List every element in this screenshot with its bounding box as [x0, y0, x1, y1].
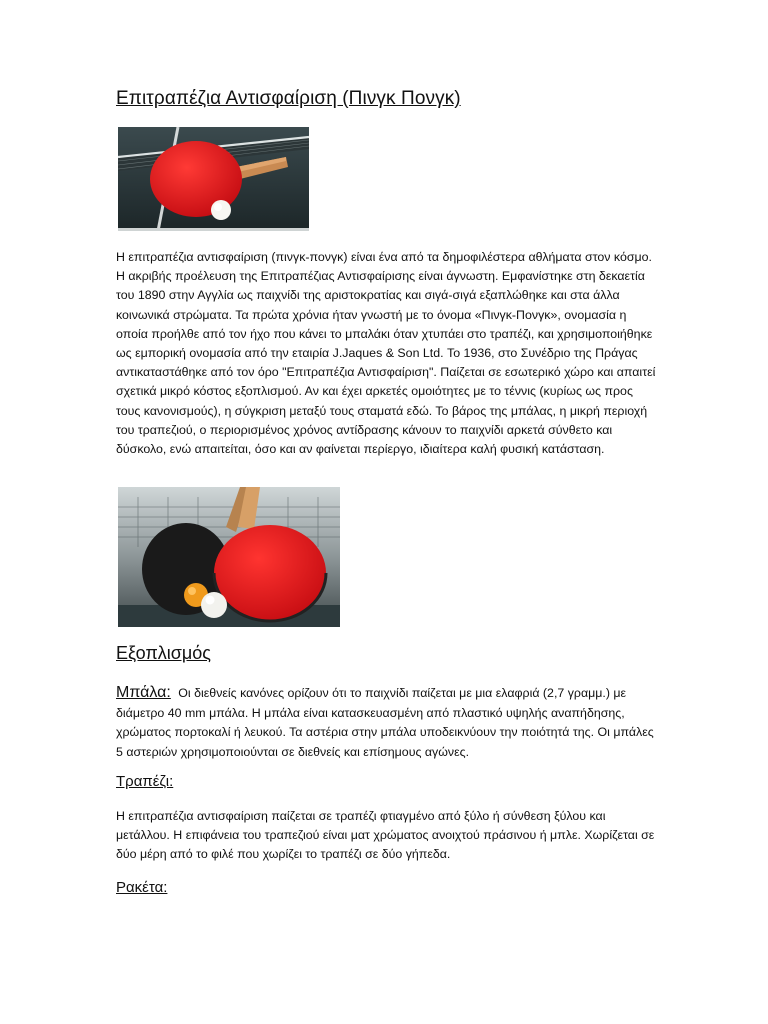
ball-section	[116, 683, 656, 762]
ball-text: Οι διεθνείς κανόνες ορίζουν ότι το παιχνίδι παίζεται με μια ελαφριά (2,7 γραμμ.) με διάμετρο 40 mm μπάλα. Η μπάλα είναι κατασκευασμένη από πλαστικό υψηλής αναπήδησης, χρώματος πορτοκαλί ή λευκού. Τα αστέρια στην μπάλα υποδεικνύουν την ποιότητά της. Οι μπάλες 5 αστεριών χρησιμοποιούνται σε διεθνείς και επίσημους αγώνες.	[116, 686, 654, 759]
paddle-photo-svg	[118, 127, 309, 231]
paddles-photo-svg	[118, 487, 340, 627]
table-text: Η επιτραπέζια αντισφαίριση παίζεται σε τραπέζι φτιαγμένο από ξύλο ή σύνθεση ξύλου και μετάλλου. Η επιφάνεια του τραπεζιού είναι ματ χρώματος ανοιχτού πράσινου ή μπλε. Χωρίζεται σε δύο μέρη από το φιλέ που χωρίζει το τραπέζι σε δύο γήπεδα.	[116, 809, 655, 862]
paddle-photo	[118, 127, 309, 231]
paddles-photo	[118, 487, 340, 627]
table-label: Τραπέζι:	[116, 773, 174, 790]
intro-paragraph: Η επιτραπέζια αντισφαίριση (πινγκ-πονγκ) είναι ένα από τα δημοφιλέστερα αθλήματα στον κόσμο. Η ακριβής προέλευση της Επιτραπέζιας Αντισφαίρισης είναι άγνωστη. Εμφανίστηκε στη δεκαετία του 1890 στην Αγγλία ως παιχνίδι της αριστοκρατίας και σιγά-σιγά εξαπλώθηκε και στα άλλα κοινωνικά στρώματα. Τα πρώτα χρόνια ήταν γνωστή με το όνομα «Πινγκ-Πονγκ», ονομασία η οποία προήλθε από τον ήχο που κάνει το μπαλάκι όταν χτυπάει στο τραπέζι, και χρησιμοποιήθηκε ως εμπορική ονομασία από την εταιρία J.Jaques & Son Ltd. Το 1936, στο Συνέδριο της Πράγας αντικαταστάθηκε από τον όρο "Επιτραπέζια Αντισφαίριση". Παίζεται σε εσωτερικό χώρο και απαιτεί σχετικά μικρό κόστος εξοπλισμού. Αν και έχει αρκετές ομοιότητες με το τέννις (κυρίως ως προς τους κανονισμούς), η σύγκριση μεταξύ τους σταματά εδώ. Το βάρος της μπάλας, η μικρή περιοχή του τραπεζιού, ο περιορισμένος χρόνος αντίδρασης κάνουν το παιχνίδι αρκετά σύνθετο και δύσκολο, ενώ απαιτείται, όσο και αν φαίνεται περίεργο, ιδιαίτερα καλή φυσική κατάσταση.	[116, 250, 656, 457]
ball-label: Μπάλα:	[116, 684, 171, 701]
racket-label: Ρακέτα:	[116, 879, 168, 896]
equipment-heading: Εξοπλισμός	[116, 643, 211, 663]
page-title: Επιτραπέζια Αντισφαίριση (Πινγκ Πονγκ)	[116, 88, 461, 109]
